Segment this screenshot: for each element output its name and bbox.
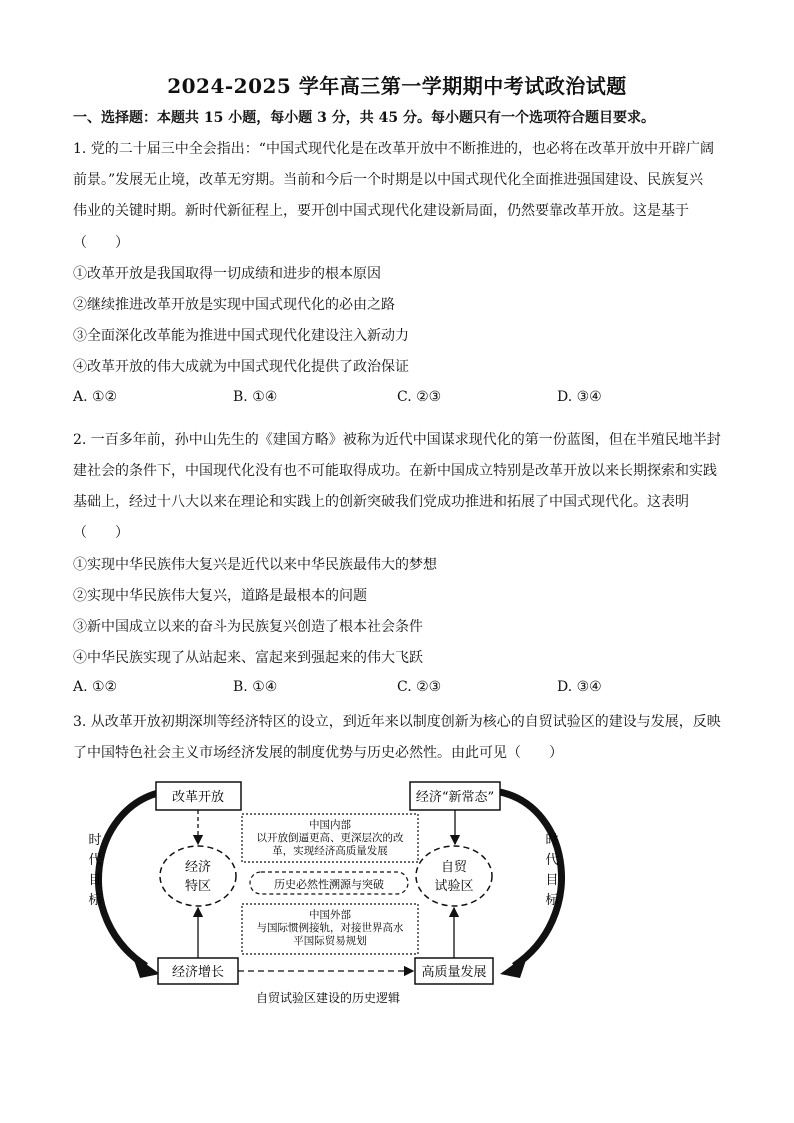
side-label-right: 时 xyxy=(545,833,559,848)
q2-statement: ④中华民族实现了从站起来、富起来到强起来的伟大飞跃 xyxy=(73,650,423,666)
diagram-text: 中国内部 xyxy=(309,819,351,831)
q1-option-b[interactable]: B. ①④ xyxy=(233,389,278,405)
circle-sez xyxy=(160,846,236,906)
q2-statement: ③新中国成立以来的奋斗为民族复兴创造了根本社会条件 xyxy=(73,619,423,635)
diagram-text: 以开放倒逼更高、更深层次的改 xyxy=(256,832,404,844)
diagram-text: 平国际贸易规划 xyxy=(293,935,367,947)
q2-statement: ①实现中华民族伟大复兴是近代以来中华民族最伟大的梦想 xyxy=(73,557,437,573)
diagram-text: 历史必然性溯源与突破 xyxy=(274,878,384,891)
q1-statement: ④改革开放的伟大成就为中国式现代化提供了政治保证 xyxy=(73,359,409,375)
q3-stem-line: 了中国特色社会主义市场经济发展的制度优势与历史必然性。由此可见（ ） xyxy=(73,745,563,761)
circle-ftz xyxy=(416,846,492,906)
q2-stem-line: 建社会的条件下，中国现代化没有也不可能取得成功。在新中国成立特别是改革开放以来长期探索和实践 xyxy=(73,463,717,479)
q2-answer-bracket: （ ） xyxy=(73,525,129,541)
q2-option-c[interactable]: C. ②③ xyxy=(397,679,442,695)
diagram-text: 中国外部 xyxy=(309,909,351,921)
q2-option-b[interactable]: B. ①④ xyxy=(233,679,278,695)
side-label-right: 代 xyxy=(545,853,559,868)
q1-stem-line: 伟业的关键时期。新时代新征程上，要开创中国式现代化建设新局面，仍然要靠改革开放。这是基于 xyxy=(73,203,689,219)
diagram-text: 高质量发展 xyxy=(421,965,487,980)
q1-option-c[interactable]: C. ②③ xyxy=(397,389,442,405)
diagram-text: 试验区 xyxy=(434,879,474,894)
side-label-left: 代 xyxy=(88,853,102,868)
q2-stem-line: 2. 一百多年前，孙中山先生的《建国方略》被称为近代中国谋求现代化的第一份蓝图，但在半殖民地半封 xyxy=(73,432,721,448)
q1-statement: ②继续推进改革开放是实现中国式现代化的必由之路 xyxy=(73,297,395,313)
diagram-caption: 自贸试验区建设的历史逻辑 xyxy=(255,991,401,1005)
q1-option-d[interactable]: D. ③④ xyxy=(557,389,602,405)
page-title: 2024-2025 学年高三第一学期期中考试政治试题 xyxy=(167,74,627,98)
q1-stem-line: 前景。”发展无止境，改革无穷期。当前和今后一个时期是以中国式现代化全面推进强国建设、民族复兴 xyxy=(73,172,704,188)
side-label-right: 标 xyxy=(545,893,559,908)
diagram-text: 经济增长 xyxy=(171,965,225,980)
q2-option-d[interactable]: D. ③④ xyxy=(557,679,602,695)
side-label-right: 目 xyxy=(545,873,559,888)
history-logic-diagram xyxy=(80,778,580,1010)
q2-statement: ②实现中华民族伟大复兴，道路是最根本的问题 xyxy=(73,588,367,604)
side-label-left: 时 xyxy=(88,833,102,848)
diagram-text: 经济“新常态” xyxy=(415,790,495,805)
diagram-text: 经济 xyxy=(184,860,212,875)
q1-answer-bracket: （ ） xyxy=(73,235,129,251)
left-curved-arrow-head xyxy=(132,954,160,978)
diagram-text: 革，实现经济高质量发展 xyxy=(272,845,388,857)
side-label-left: 标 xyxy=(88,893,102,908)
left-curved-arrow xyxy=(99,792,162,966)
q1-statement: ①改革开放是我国取得一切成绩和进步的根本原因 xyxy=(73,266,381,282)
q1-stem-line: 1. 党的二十届三中全会指出：“中国式现代化是在改革开放中不断推进的，也必将在改革开放中开辟广阔 xyxy=(73,141,714,157)
q1-statement: ③全面深化改革能为推进中国式现代化建设注入新动力 xyxy=(73,328,409,344)
q3-stem-line: 3. 从改革开放初期深圳等经济特区的设立，到近年来以制度创新为核心的自贸试验区的建设与发展，反映 xyxy=(73,714,721,730)
diagram-text: 与国际惯例接轨，对接世界高水 xyxy=(256,922,404,934)
diagram-text: 改革开放 xyxy=(171,790,225,805)
diagram-text: 自贸 xyxy=(440,860,468,875)
right-curved-arrow-head xyxy=(500,954,528,978)
side-label-left: 目 xyxy=(88,873,102,888)
q2-stem-line: 基础上，经过十八大以来在理论和实践上的创新突破我们党成功推进和拓展了中国式现代化。这表明 xyxy=(73,494,689,510)
q2-option-a[interactable]: A. ①② xyxy=(73,679,118,695)
diagram-text: 特区 xyxy=(184,879,212,894)
q1-option-a[interactable]: A. ①② xyxy=(73,389,118,405)
section-heading: 一、选择题：本题共 15 小题，每小题 3 分，共 45 分。每小题只有一个选项符合题目要求。 xyxy=(73,110,655,126)
